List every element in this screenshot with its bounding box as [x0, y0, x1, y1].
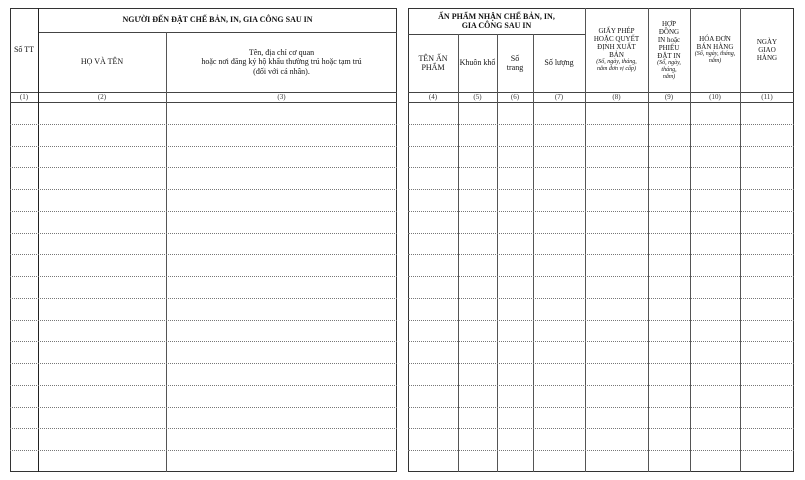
left-row-line: [10, 385, 397, 386]
left-group-title: [38, 8, 397, 32]
col-name-header: [38, 32, 166, 92]
right-row-line: [408, 124, 794, 125]
right-row-line: [408, 233, 794, 234]
left-row-line: [10, 254, 397, 255]
left-row-line: [10, 211, 397, 212]
col-title-header: [408, 34, 458, 92]
col-number-4: (4): [428, 92, 438, 101]
right-header-bottom: [408, 92, 794, 93]
right-col-line-7: [740, 8, 741, 472]
col-number-3: (3): [277, 92, 286, 101]
left-row-line: [10, 276, 397, 277]
right-col-line-6: [690, 8, 691, 472]
left-row-line: [10, 407, 397, 408]
col-name-label: HỌ VÀ TÊN: [80, 57, 124, 67]
right-row-line: [408, 167, 794, 168]
left-row-line: [10, 124, 397, 125]
right-row-line: [408, 211, 794, 212]
left-row-line: [10, 428, 397, 429]
left-col-line-1: [38, 8, 39, 472]
col-delivery-header: [740, 8, 794, 92]
col-number-6: (6): [510, 92, 520, 101]
right-row-line: [408, 254, 794, 255]
left-header-bottom: [10, 92, 397, 93]
right-row-line: [408, 298, 794, 299]
col-delivery-label: NGÀY GIAO HÀNG: [756, 37, 778, 63]
col-number-8: (8): [612, 92, 621, 101]
right-row-line: [408, 363, 794, 364]
col-invoice-note: (Số, ngày, tháng, năm): [694, 51, 736, 65]
stt-header: [10, 8, 38, 92]
left-row-line: [10, 189, 397, 190]
right-row-line: [408, 146, 794, 147]
right-row-line: [408, 428, 794, 429]
col-pages-header: [497, 34, 533, 92]
right-group-title-2: GIA CÔNG SAU IN: [461, 21, 532, 30]
right-row-line: [408, 407, 794, 408]
col-invoice-header: [690, 8, 740, 92]
left-row-line: [10, 167, 397, 168]
right-row-line: [408, 276, 794, 277]
col-number-2: (2): [97, 92, 107, 101]
right-group-title-1: ẤN PHẨM NHẬN CHẾ BẢN, IN,: [438, 11, 555, 21]
col-contract-label: HỢP ĐỒNG IN hoặc PHIẾU ĐẶT IN: [657, 19, 681, 60]
right-number-row-bottom: [408, 102, 794, 103]
right-row-line: [408, 189, 794, 190]
right-row-line: [408, 450, 794, 451]
right-row-line: [408, 320, 794, 321]
col-number-5: (5): [473, 92, 482, 101]
left-row-line: [10, 298, 397, 299]
col-size-label: Khuôn khổ: [459, 58, 496, 68]
left-number-row-bottom: [10, 102, 397, 103]
left-row-line: [10, 341, 397, 342]
right-row-line: [408, 385, 794, 386]
left-row-line: [10, 450, 397, 451]
left-col-line-2: [166, 32, 167, 472]
right-group-title: [408, 8, 585, 34]
col-qty-label: Số lượng: [544, 58, 574, 68]
col-pages-label: Số trang: [506, 53, 524, 72]
left-row-line: [10, 146, 397, 147]
left-row-line: [10, 320, 397, 321]
left-row-line: [10, 363, 397, 364]
col-title-label: TÊN ẤN PHẨM: [418, 53, 448, 72]
col-number-7: (7): [554, 92, 564, 101]
col-address-line-3: (đối với cá nhân).: [253, 66, 310, 76]
left-group-divider: [38, 32, 397, 33]
left-group-title-text: NGƯỜI ĐẾN ĐẶT CHẾ BẢN, IN, GIA CÔNG SAU IN: [122, 15, 313, 25]
col-contract-header: [648, 8, 690, 92]
col-license-label: GIẤY PHÉP HOẶC QUYẾT ĐỊNH XUẤT BẢN: [593, 27, 640, 60]
col-number-11: (11): [761, 92, 773, 101]
col-number-1: (1): [19, 92, 29, 101]
col-number-10: (10): [709, 92, 721, 101]
col-address-line-2: hoặc nơi đăng ký hộ khẩu thường trú hoặc tạm trú: [201, 57, 362, 67]
col-license-note: (Số, ngày, tháng, năm đơn vị cấp): [596, 59, 637, 73]
left-row-line: [10, 233, 397, 234]
right-col-line-5: [648, 8, 649, 472]
col-size-header: [458, 34, 497, 92]
col-invoice-label: HÓA ĐƠN BÁN HÀNG: [696, 35, 734, 52]
col-qty-header: [533, 34, 585, 92]
col-address-line-1: Tên, địa chỉ cơ quan: [248, 48, 315, 58]
col-address-header: [166, 32, 397, 92]
col-license-header: [585, 8, 648, 92]
stt-label: Số TT: [13, 45, 35, 55]
right-col-line-4: [585, 8, 586, 472]
col-contract-note: (Số, ngày, tháng, năm): [657, 59, 681, 80]
right-row-line: [408, 341, 794, 342]
col-number-9: (9): [664, 92, 674, 101]
